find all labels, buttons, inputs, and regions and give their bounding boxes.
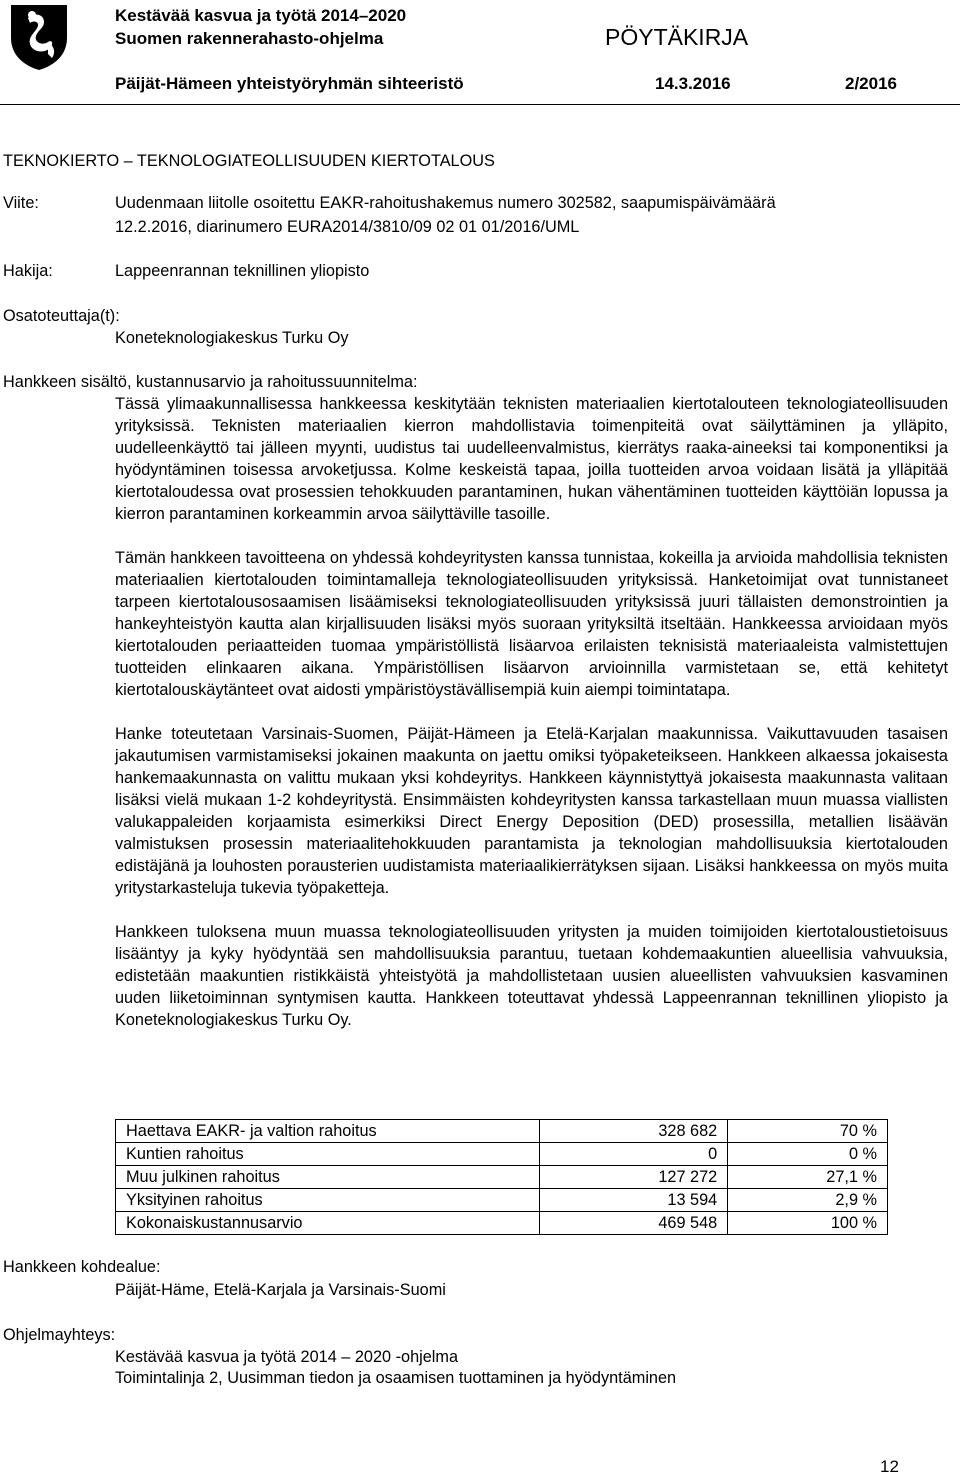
- osatoteuttaja-value: Koneteknologiakeskus Turku Oy: [115, 329, 349, 347]
- hakija-label: Hakija:: [3, 262, 53, 280]
- document-number: 2/2016: [845, 74, 897, 93]
- funding-label: Muu julkinen rahoitus: [116, 1166, 540, 1189]
- project-title: TEKNOKIERTO – TEKNOLOGIATEOLLISUUDEN KIERTOTALOUS: [3, 152, 495, 170]
- funding-table: [115, 1119, 888, 1235]
- document-type: PÖYTÄKIRJA: [605, 24, 749, 50]
- ohjelmayhteys-line1: Kestävää kasvua ja työtä 2014 – 2020 -ohjelma: [115, 1348, 459, 1366]
- page-number: 12: [880, 1457, 899, 1476]
- paragraph-2: Tämän hankkeen tavoitteena on yhdessä kohdeyritysten kanssa tunnistaa, kokeilla ja arvioida mahdollisia teknisten materiaalien kiertotalouden toimintamalleja teknologiateollisuuden yrityksissä. Hanketoimijat ovat tunnistaneet tarpeen kiertotalousosaamisen lisäämiseksi teknologiateollisuuden yrityksissä juuri tällaisten demonstrointien ja hankeyhteistyön kautta alan kirjallisuuden lisäksi myös suoraan yrityksiltä itseltään. Hankkeessa arvioidaan myös kiertotalouden periaatteiden tuomaa ympäristöllistä lisäarvoa erilaisten teknisistä materiaaleista valmistettujen tuotteiden elinkaaren aikana. Ympäristöllisen lisäarvon arvioinnilla varmistetaan se, että kehitetyt kiertotalouskäytänteet ovat aidosti ympäristöystävällisempiä kuin aiempi toimintatapa.: [115, 549, 948, 699]
- viite-label: Viite:: [3, 194, 39, 212]
- funding-label: Haettava EAKR- ja valtion rahoitus: [116, 1120, 540, 1143]
- funding-label: Kokonaiskustannusarvio: [116, 1212, 540, 1235]
- funding-percent: 100 %: [728, 1212, 888, 1235]
- funding-amount: 0: [539, 1143, 728, 1166]
- viite-value-line1: Uudenmaan liitolle osoitettu EAKR-rahoitushakemus numero 302582, saapumispäivämäärä: [115, 194, 776, 212]
- paragraph-3: Hanke toteutetaan Varsinais-Suomen, Päijät-Hämeen ja Etelä-Karjalan maakunnissa. Vaikuttavuuden tasaisen jakautumisen varmistamiseksi jokainen maakunta on jaettu omiksi työpaketeikseen. Hankkeen alkaessa jokaisesta hankemaakunnasta on valittu mukaan yksi kohdeyritys. Hankkeen käynnistyttyä jokaisesta maakunnasta valitaan lisäksi vielä mukaan 1-2 kohdeyritystä. Ensimmäisten kohdeyritysten kanssa tarkastellaan muun muassa viallisten valukappaleiden korjaamista esimerkiksi Direct Energy Deposition (DED) prosessilla, metallien lisäävän valmistuksen prosessin materiaalitehokkuuden parantamista ja teknologian mahdollisuuksia kiertotalouden edistäjänä ja louhosten porausterien uudistamista materiaalikierrätyksen sijaan. Lisäksi hankkeessa on myös muita yritystarkasteluja tukevia työpaketteja.: [115, 725, 948, 897]
- funding-percent: 2,9 %: [728, 1189, 888, 1212]
- ohjelmayhteys-label: Ohjelmayhteys:: [3, 1326, 116, 1344]
- project-description: [115, 393, 948, 1053]
- funding-percent: 70 %: [728, 1120, 888, 1143]
- document-date: 14.3.2016: [655, 74, 731, 93]
- table-row: [116, 1189, 888, 1212]
- header-divider: [0, 104, 960, 105]
- table-row: [116, 1120, 888, 1143]
- program-subtitle: Suomen rakennerahasto-ohjelma: [115, 29, 384, 48]
- content-heading: Hankkeen sisältö, kustannusarvio ja rahoitussuunnitelma:: [3, 373, 418, 391]
- funding-amount: 13 594: [539, 1189, 728, 1212]
- table-row: [116, 1143, 888, 1166]
- funding-label: Yksityinen rahoitus: [116, 1189, 540, 1212]
- viite-value-line2: 12.2.2016, diarinumero EURA2014/3810/09 02 01 01/2016/UML: [115, 218, 580, 236]
- ohjelmayhteys-line2: Toimintalinja 2, Uusimman tiedon ja osaamisen tuottaminen ja hyödyntäminen: [115, 1369, 677, 1387]
- program-name: Kestävää kasvua ja työtä 2014–2020: [115, 6, 407, 25]
- funding-amount: 469 548: [539, 1212, 728, 1235]
- paragraph-1: Tässä ylimaakunnallisessa hankkeessa keskitytään teknisten materiaalien kiertotalouteen teknologiateollisuuden yrityksissä. Teknisten materiaalien kierron mahdollistavia toimenpiteitä ovat säilyttäminen ja ylläpito, uudelleenkäyttö tai jälleen myynti, uudistus tai uudelleenvalmistus, kierrätys raaka-aineeksi tai komponentiksi ja hyödyntäminen toisessa arvoketjussa. Kolme keskeistä tapaa, joilla tuotteiden arvoa voidaan lisätä ja ylläpitää kiertotaloudessa ovat prosessien tehokkuuden parantaminen, hukan vähentäminen tuotteiden käyttöiän lopussa ja kierron parantaminen korkeammin arvoa säilyttäville tasoille.: [115, 395, 948, 523]
- funding-label: Kuntien rahoitus: [116, 1143, 540, 1166]
- table-row: [116, 1212, 888, 1235]
- coat-of-arms-icon: [8, 2, 70, 72]
- paragraph-4: Hankkeen tuloksena muun muassa teknologiateollisuuden yritysten ja muiden toimijoiden kiertotaloustietoisuus lisääntyy ja kyky hyödyntää sen mahdollisuuksia parantuu, tuetaan kohdemaakuntien alueellisia vahvuuksia, edistetään maakuntien ristikkäistä yhteistyötä ja mahdollistetaan uusien alueellisten vahvuuksien kasvaminen uuden liiketoiminnan syntymisen kautta. Hankkeen toteuttavat yhdessä Lappeenrannan teknillinen yliopisto ja Koneteknologiakeskus Turku Oy.: [115, 923, 948, 1029]
- funding-percent: 27,1 %: [728, 1166, 888, 1189]
- hakija-value: Lappeenrannan teknillinen yliopisto: [115, 262, 370, 280]
- kohdealue-value: Päijät-Häme, Etelä-Karjala ja Varsinais-Suomi: [115, 1281, 446, 1299]
- funding-amount: 127 272: [539, 1166, 728, 1189]
- kohdealue-label: Hankkeen kohdealue:: [3, 1258, 161, 1276]
- table-row: [116, 1166, 888, 1189]
- funding-amount: 328 682: [539, 1120, 728, 1143]
- funding-percent: 0 %: [728, 1143, 888, 1166]
- organisation-name: Päijät-Hämeen yhteistyöryhmän sihteeristö: [115, 74, 464, 93]
- osatoteuttaja-label: Osatoteuttaja(t):: [3, 307, 120, 325]
